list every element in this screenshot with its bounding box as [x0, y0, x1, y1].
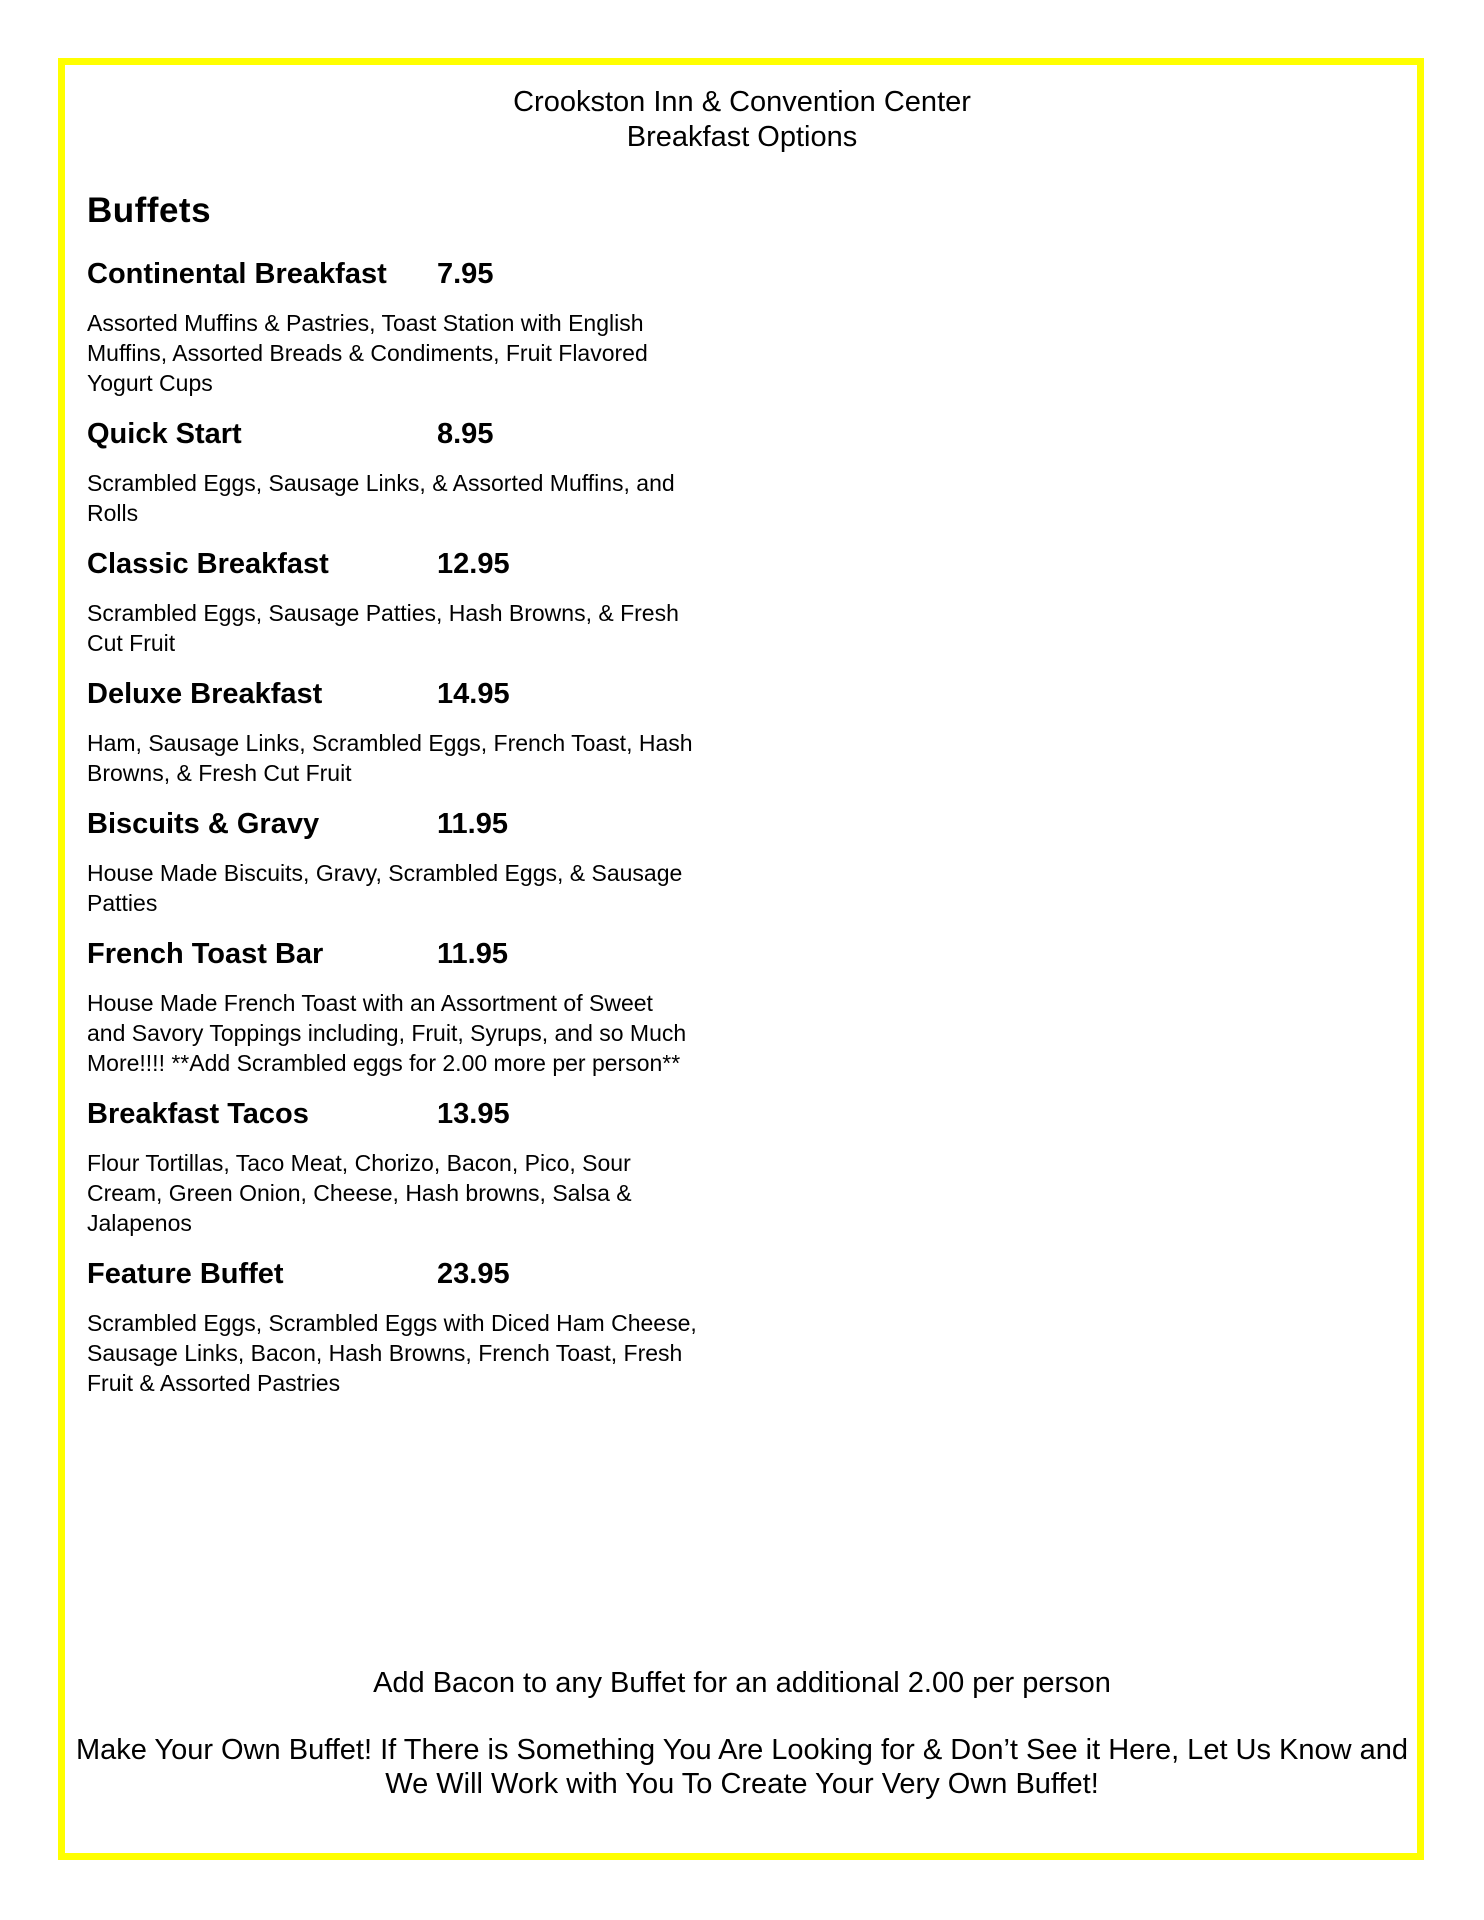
menu-item-header: [87, 936, 707, 972]
menu-item: [87, 416, 707, 528]
menu-item: [87, 936, 707, 1078]
menu-item-price: 7.95: [437, 258, 494, 290]
menu-item-header: [87, 1256, 707, 1292]
menu-item-description: House Made French Toast with an Assortment of Sweet and Savory Toppings including, Fruit, Syrups, and so Much More!!!! **Add Scrambled eggs for 2.00 more per person**: [87, 990, 687, 1076]
menu-item: [87, 546, 707, 658]
menu-item-name: French Toast Bar: [87, 938, 324, 970]
menu-item-description: Scrambled Eggs, Scrambled Eggs with Diced Ham Cheese, Sausage Links, Bacon, Hash Browns, French Toast, Fresh Fruit & Assorted Pastries: [87, 1310, 697, 1396]
menu-item-description: Flour Tortillas, Taco Meat, Chorizo, Bacon, Pico, Sour Cream, Green Onion, Cheese, Hash browns, Salsa & Jalapenos: [87, 1150, 632, 1236]
menu-item-name: Biscuits & Gravy: [87, 808, 320, 840]
menu-item-description: Assorted Muffins & Pastries, Toast Station with English Muffins, Assorted Breads & Condiments, Fruit Flavored Yogurt Cups: [87, 310, 648, 396]
page-header: [0, 85, 1484, 155]
section-heading-buffets: Buffets: [87, 191, 212, 230]
menu-item-price: 11.95: [437, 938, 508, 970]
menu-item-name: Breakfast Tacos: [87, 1098, 309, 1130]
menu-item-price: 13.95: [437, 1098, 510, 1130]
menu-item-price: 8.95: [437, 418, 494, 450]
custom-buffet-note: Make Your Own Buffet! If There is Something You Are Looking for & Don’t See it Here, Let Us Know and We Will Work with You To Create Your Very Own Buffet!: [75, 1734, 1409, 1800]
bacon-addon-note: Add Bacon to any Buffet for an additional 2.00 per person: [373, 1667, 1111, 1699]
menu-item-header: [87, 1096, 707, 1132]
menu-item: [87, 1096, 707, 1238]
page-subtitle: Breakfast Options: [626, 121, 858, 153]
menu-item-description: Ham, Sausage Links, Scrambled Eggs, French Toast, Hash Browns, & Fresh Cut Fruit: [87, 730, 693, 786]
menu-item-header: [87, 806, 707, 842]
menu-item: [87, 676, 707, 788]
menu-item-price: 14.95: [437, 678, 510, 710]
venue-name: Crookston Inn & Convention Center: [513, 86, 971, 118]
menu-item-header: [87, 676, 707, 712]
menu-item: [87, 806, 707, 918]
menu-item-name: Feature Buffet: [87, 1258, 284, 1290]
menu-item-header: [87, 416, 707, 452]
menu-item-description: House Made Biscuits, Gravy, Scrambled Eggs, & Sausage Patties: [87, 860, 683, 916]
menu-item-description: Scrambled Eggs, Sausage Patties, Hash Browns, & Fresh Cut Fruit: [87, 600, 679, 656]
menu-item-name: Quick Start: [87, 418, 242, 450]
menu-item-price: 12.95: [437, 548, 510, 580]
menu-item-price: 23.95: [437, 1258, 510, 1290]
menu-item-description: Scrambled Eggs, Sausage Links, & Assorted Muffins, and Rolls: [87, 470, 675, 526]
menu-item-name: Deluxe Breakfast: [87, 678, 323, 710]
menu-item-header: [87, 546, 707, 582]
menu-item: [87, 1256, 707, 1398]
menu-item: [87, 256, 707, 398]
menu-item-header: [87, 256, 707, 292]
menu-item-name: Continental Breakfast: [87, 258, 387, 290]
menu-item-name: Classic Breakfast: [87, 548, 329, 580]
buffet-list: [87, 256, 707, 1398]
menu-item-price: 11.95: [437, 808, 508, 840]
